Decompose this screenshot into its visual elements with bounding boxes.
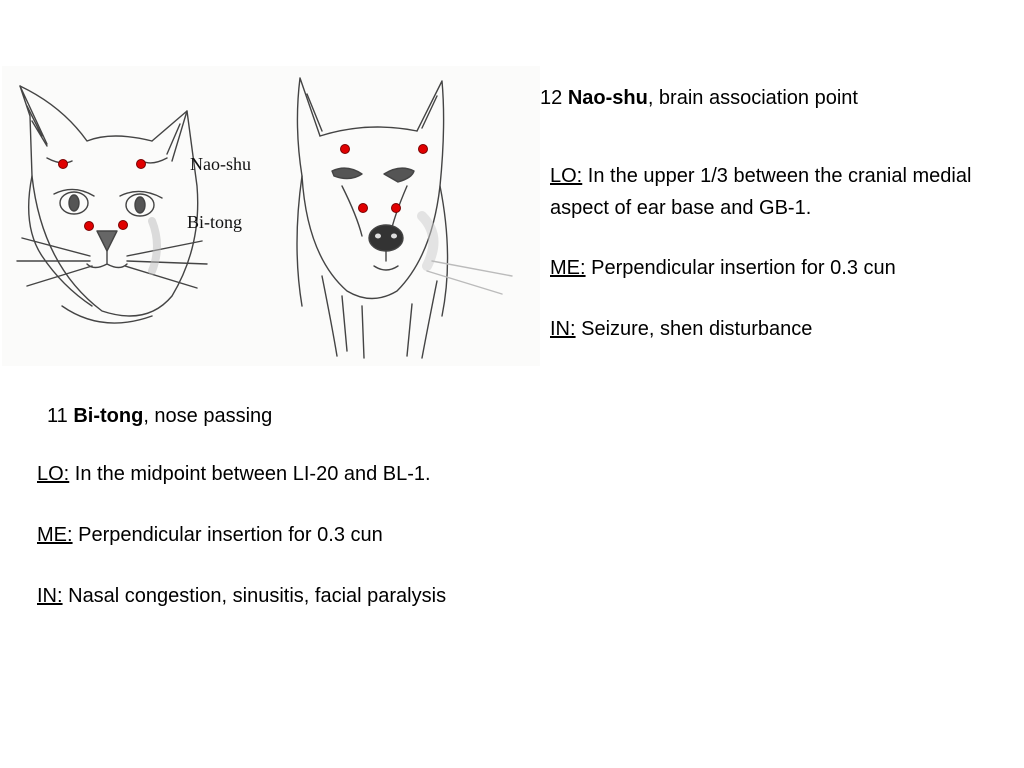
bi-tong-point-cat-right [119, 221, 128, 230]
nao-shu-me-key: ME: [550, 257, 586, 279]
nao-shu-indication [550, 313, 1015, 345]
animal-sketches [2, 66, 540, 366]
acupoint-illustration [2, 66, 540, 366]
nao-shu-lo-key: LO: [550, 165, 583, 187]
nao-shu-point-cat-left [59, 160, 68, 169]
bi-tong-description: , nose passing [143, 405, 273, 427]
dog-head-sketch [297, 78, 512, 358]
bi-tong-in-text: Nasal congestion, sinusitis, facial paralysis [62, 585, 447, 607]
bi-tong-lo-text: In the midpoint between LI-20 and BL-1. [69, 463, 431, 485]
nao-shu-method [550, 252, 1015, 284]
bi-tong-point-cat-left [85, 222, 94, 231]
nao-shu-in-key: IN: [550, 318, 576, 340]
bi-tong-method [37, 519, 737, 551]
bi-tong-name: Bi-tong [73, 405, 144, 427]
bi-tong-me-text: Perpendicular insertion for 0.3 cun [72, 524, 383, 546]
nao-shu-location [550, 160, 1015, 224]
nao-shu-point-dog-right [419, 145, 428, 154]
nao-shu-description: , brain association point [647, 87, 858, 109]
nao-shu-number: 12 [540, 87, 563, 109]
bi-tong-heading [47, 405, 272, 428]
bi-tong-me-key: ME: [37, 524, 73, 546]
bi-tong-in-key: IN: [37, 585, 63, 607]
cat-head-sketch [17, 86, 207, 323]
nao-shu-lo-text: In the upper 1/3 between the cranial medial aspect of ear base and GB-1. [550, 165, 972, 219]
bi-tong-number: 11 [47, 405, 68, 427]
bi-tong-point-dog-left [359, 204, 368, 213]
bi-tong-figure-label: Bi-tong [187, 212, 243, 232]
nao-shu-heading [540, 87, 858, 110]
bi-tong-indication [37, 580, 737, 612]
nao-shu-in-text: Seizure, shen disturbance [575, 318, 813, 340]
nao-shu-me-text: Perpendicular insertion for 0.3 cun [585, 257, 896, 279]
nao-shu-name: Nao-shu [567, 87, 648, 109]
nao-shu-point-cat-right [137, 160, 146, 169]
nao-shu-figure-label: Nao-shu [190, 154, 251, 174]
nao-shu-point-dog-left [341, 145, 350, 154]
bi-tong-lo-key: LO: [37, 463, 70, 485]
bi-tong-location [37, 458, 737, 490]
bi-tong-point-dog-right [392, 204, 401, 213]
